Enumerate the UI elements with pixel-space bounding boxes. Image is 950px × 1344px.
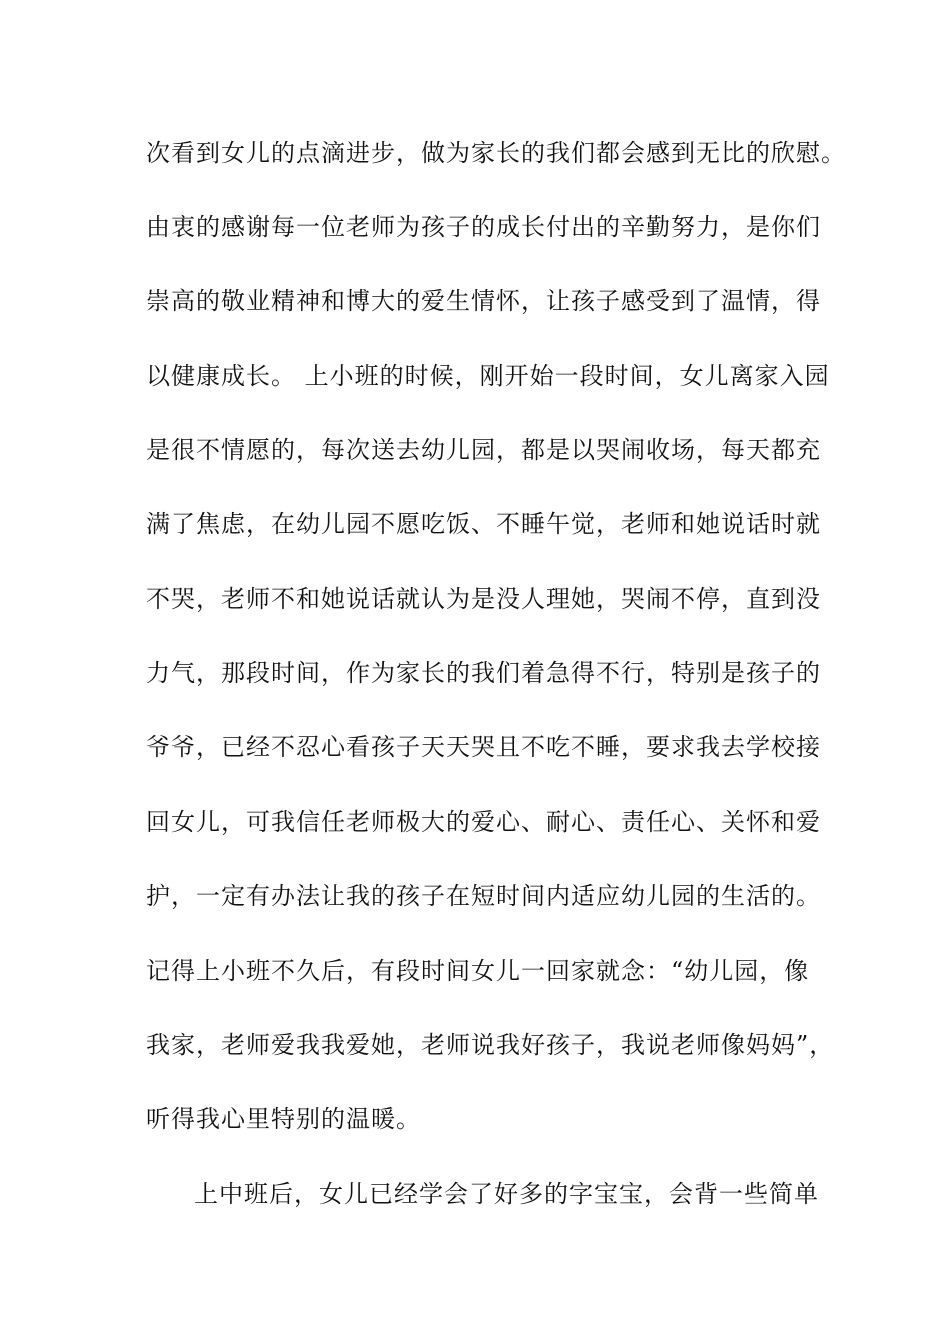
text-line: 爷爷，已经不忍心看孩子天天哭且不吃不睡，要求我去学校接 — [146, 733, 821, 761]
text-line: 以健康成长。 上小班的时候，刚开始一段时间，女儿离家入园 — [146, 362, 830, 390]
paragraph-start-line: 上中班后，女儿已经学会了好多的字宝宝，会背一些简单 — [194, 1180, 819, 1208]
text-line: 我家，老师爱我我爱她，老师说我好孩子，我说老师像妈妈”， — [146, 1031, 835, 1059]
text-line: 力气，那段时间，作为家长的我们着急得不行，特别是孩子的 — [146, 659, 821, 687]
text-line: 不哭，老师不和她说话就认为是没人理她，哭闹不停，直到没 — [146, 585, 821, 613]
text-line: 记得上小班不久后，有段时间女儿一回家就念：“幼儿园，像 — [146, 957, 810, 985]
text-line: 是很不情愿的，每次送去幼儿园，都是以哭闹收场，每天都充 — [146, 436, 821, 464]
text-line: 满了焦虑，在幼儿园不愿吃饭、不睡午觉，老师和她说话时就 — [146, 510, 821, 538]
text-line: 听得我心里特别的温暖。 — [146, 1105, 421, 1133]
text-line: 回女儿，可我信任老师极大的爱心、耐心、责任心、关怀和爱 — [146, 808, 821, 836]
text-line: 由衷的感谢每一位老师为孩子的成长付出的辛勤努力，是你们 — [146, 213, 821, 241]
text-line: 崇高的敬业精神和博大的爱生情怀，让孩子感受到了温情，得 — [146, 287, 821, 315]
text-line: 次看到女儿的点滴进步，做为家长的我们都会感到无比的欣慰。 — [146, 139, 846, 167]
text-line: 护，一定有办法让我的孩子在短时间内适应幼儿园的生活的。 — [146, 882, 821, 910]
